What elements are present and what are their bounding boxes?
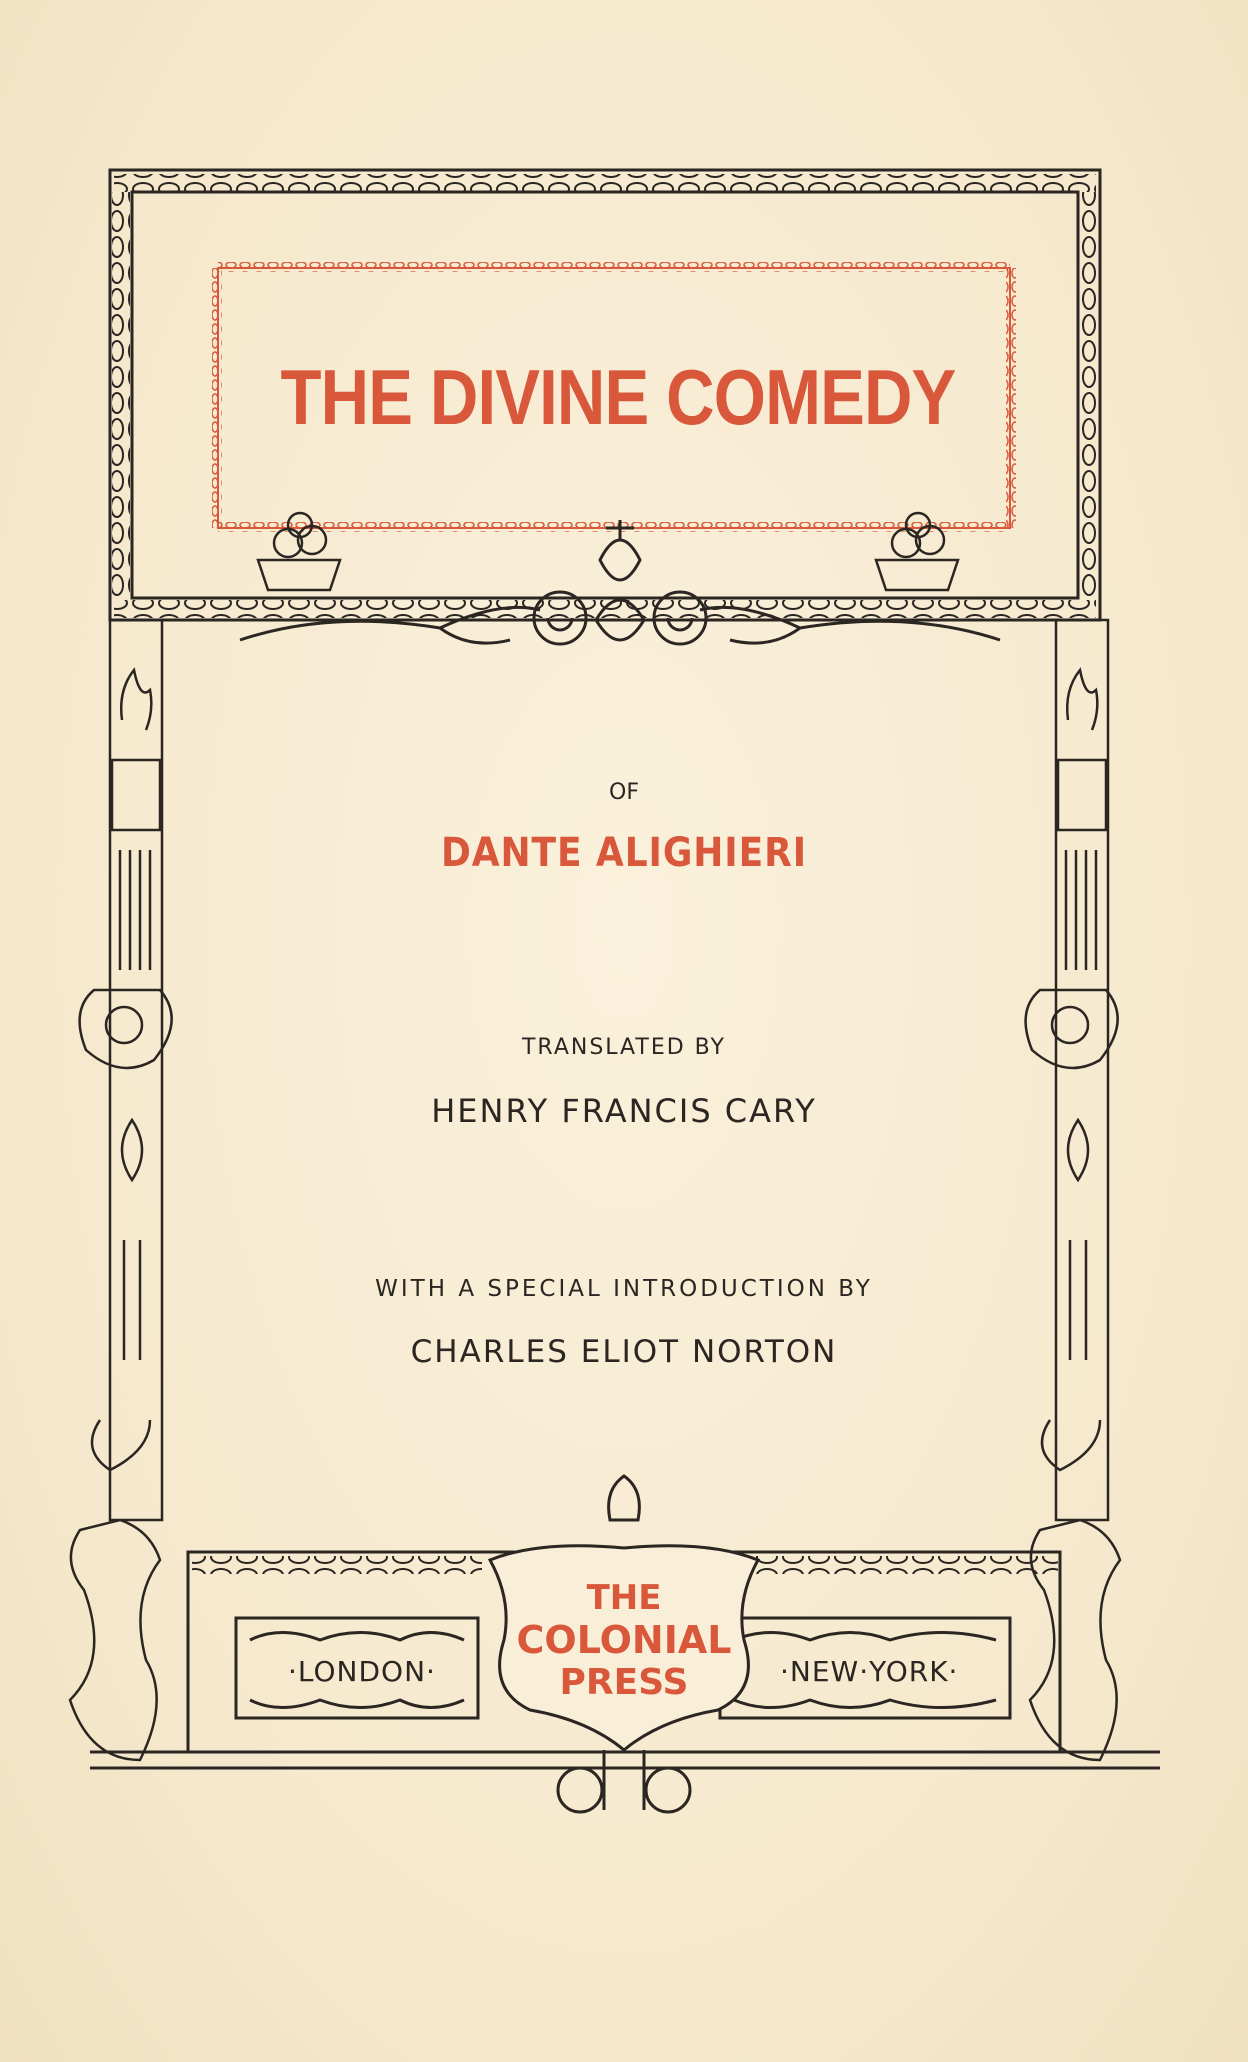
publisher-line-3: PRESS (559, 1662, 689, 1703)
introducer-name: CHARLES ELIOT NORTON (410, 1334, 838, 1370)
author-name: DANTE ALIGHIERI (440, 830, 808, 876)
scrollwork-ornament (240, 520, 1000, 644)
city-new-york: ·NEW·YORK· (780, 1655, 959, 1688)
publisher-line-1: THE (586, 1578, 662, 1618)
book-title: THE DIVINE COMEDY (280, 353, 956, 441)
city-london: ·LONDON· (288, 1655, 436, 1688)
introduction-prefix: WITH A SPECIAL INTRODUCTION BY (375, 1276, 873, 1302)
author-prefix: OF (609, 780, 639, 805)
translator-name: HENRY FRANCIS CARY (431, 1092, 817, 1130)
publisher-line-2: COLONIAL (516, 1618, 732, 1662)
translator-prefix: TRANSLATED BY (521, 1035, 726, 1060)
